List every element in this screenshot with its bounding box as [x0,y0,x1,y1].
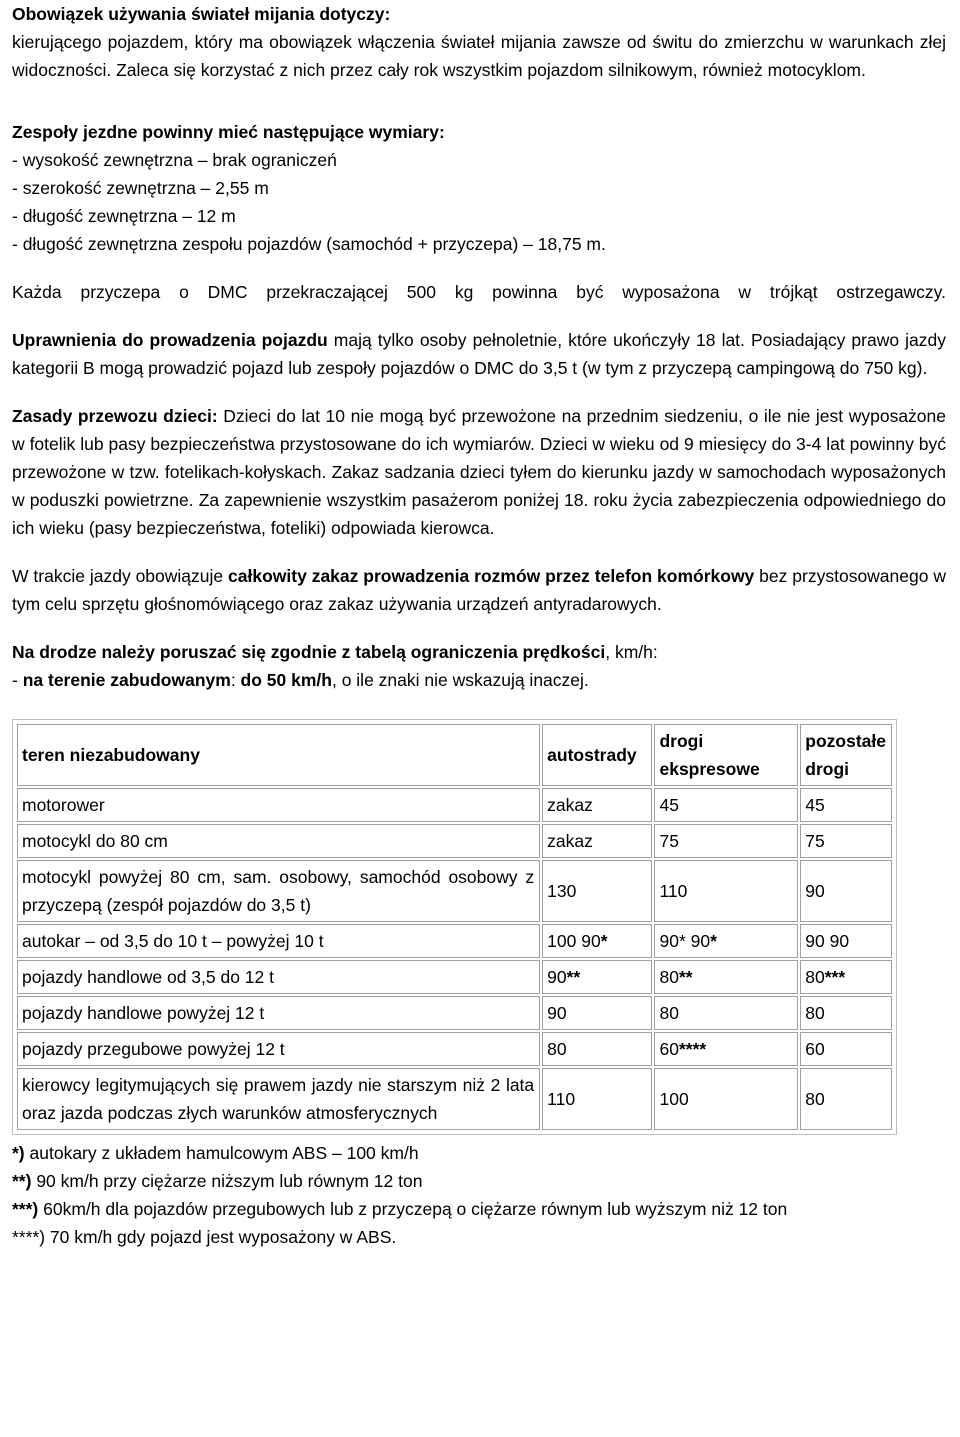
children-bold: Zasady przewozu dzieci: [12,406,218,426]
phone-text: W trakcie jazdy obowiązuje całkowity zakaz prowadzenia rozmów przez telefon komórkowy bez przystosowanego w tym celu sprzętu głośnomówiącego oraz zakaz używania urządzeń antyradarowych. [12,566,947,614]
table-row [17,1068,892,1130]
footnote: *) autokary z układem hamulcowym ABS – 100 km/h [12,1143,419,1163]
dimension-item: - długość zewnętrzna – 12 m [12,206,236,226]
table-row [17,996,892,1030]
low-beam-text: kierującego pojazdem, który ma obowiązek włączenia świateł mijania zawsze od świtu do zmierzchu w warunkach złej widoczności. Zaleca się korzystać z nich przez cały rok wszystkim pojazdom silnikowym, również motocyklom. [12,32,946,80]
cell-pozostale: 80*** [800,960,892,994]
cell-ekspresowe: 80 [654,996,798,1030]
cell-ekspresowe: 75 [654,824,798,858]
row-label: pojazdy handlowe od 3,5 do 12 t [17,960,540,994]
phone-bold: całkowity zakaz prowadzenia rozmów przez telefon komórkowy [228,566,755,586]
dimensions-section [12,118,946,258]
header-cell: autostrady [542,724,652,786]
table-row [17,824,892,858]
dimension-item: - szerokość zewnętrzna – 2,55 m [12,178,269,198]
cell-autostrady: 110 [542,1068,652,1130]
cell-autostrady: 130 [542,860,652,922]
cell-ekspresowe: 60**** [654,1032,798,1066]
trailer-section [12,278,946,306]
cell-ekspresowe: 45 [654,788,798,822]
header-cell: teren niezabudowany [17,724,540,786]
speed-urban: - na terenie zabudowanym: do 50 km/h, o ile znaki nie wskazują inaczej. [12,670,589,690]
trailer-text: Każda przyczepa o DMC przekraczającej 500 kg powinna być wyposażona w trójkąt ostrzegawczy. [12,282,946,302]
header-cell: pozostałe drogi [800,724,892,786]
row-label: pojazdy handlowe powyżej 12 t [17,996,540,1030]
table-row [17,960,892,994]
cell-pozostale: 60 [800,1032,892,1066]
dimensions-heading: Zespoły jezdne powinny mieć następujące wymiary: [12,122,445,142]
speed-table [15,722,894,1132]
phone-section [12,562,946,618]
speed-intro: Na drodze należy poruszać się zgodnie z tabelą ograniczenia prędkości, km/h: [12,642,658,662]
cell-ekspresowe: 100 [654,1068,798,1130]
footnotes [12,1139,946,1251]
low-beam-heading: Obowiązek używania świateł mijania dotyczy: [12,4,391,24]
table-row [17,788,892,822]
cell-autostrady: zakaz [542,824,652,858]
cell-pozostale: 80 [800,996,892,1030]
dimension-item: - długość zewnętrzna zespołu pojazdów (samochód + przyczepa) – 18,75 m. [12,234,606,254]
low-beam-section [12,0,946,84]
row-label: pojazdy przegubowe powyżej 12 t [17,1032,540,1066]
cell-autostrady: 90** [542,960,652,994]
row-label: kierowcy legitymujących się prawem jazdy nie starszym niż 2 lata oraz jazda podczas złych warunków atmosferycznych [17,1068,540,1130]
cell-ekspresowe: 80** [654,960,798,994]
cell-ekspresowe: 90* 90* [654,924,798,958]
cell-autostrady: 90 [542,996,652,1030]
cell-pozostale: 75 [800,824,892,858]
table-header-row [17,724,892,786]
dimension-item: - wysokość zewnętrzna – brak ograniczeń [12,150,337,170]
footnote: ***) 60km/h dla pojazdów przegubowych lub z przyczepą o ciężarze równym lub wyższym niż 12 ton [12,1199,788,1219]
table-row [17,924,892,958]
row-label: motocykl do 80 cm [17,824,540,858]
cell-ekspresowe: 110 [654,860,798,922]
children-text: Zasady przewozu dzieci: Dzieci do lat 10 nie mogą być przewożone na przednim siedzeniu, o ile nie jest wyposażone w fotelik lub pasy bezpieczeństwa przystosowane do ich wymiarów. Dzieci w wieku od 9 miesięcy do 3-4 lat powinny być przewożone w tzw. fotelikach-kołyskach. Zakaz sadzania dzieci tyłem do kierunku jazdy w samochodach wyposażonych w poduszki powietrzne. Za zapewnienie wszystkim pasażerom poniżej 18. roku życia zabezpieczenia odpowiedniego do ich wieku (pasy bezpieczeństwa, foteliki) odpowiada kierowca. [12,406,947,538]
row-label: motocykl powyżej 80 cm, sam. osobowy, samochód osobowy z przyczepą (zespół pojazdów do 3,5 t) [17,860,540,922]
row-label: autokar – od 3,5 do 10 t – powyżej 10 t [17,924,540,958]
cell-autostrady: 80 [542,1032,652,1066]
license-text: Uprawnienia do prowadzenia pojazdu mają tylko osoby pełnoletnie, które ukończyły 18 lat. Posiadający prawo jazdy kategorii B mogą prowadzić pojazd lub zespoły pojazdów o DMC do 3,5 t (w tym z przyczepą campingową do 750 kg). [12,330,946,378]
footnote: **) 90 km/h przy ciężarze niższym lub równym 12 ton [12,1171,423,1191]
license-section [12,326,946,382]
table-row [17,860,892,922]
speed-table-frame [12,719,897,1135]
cell-pozostale: 80 [800,1068,892,1130]
speed-section [12,638,946,694]
cell-pozostale: 90 [800,860,892,922]
row-label: motorower [17,788,540,822]
children-section [12,402,946,542]
cell-autostrady: 100 90* [542,924,652,958]
cell-pozostale: 45 [800,788,892,822]
license-bold: Uprawnienia do prowadzenia pojazdu [12,330,328,350]
footnote: ****) 70 km/h gdy pojazd jest wyposażony w ABS. [12,1227,397,1247]
cell-pozostale: 90 90 [800,924,892,958]
header-cell: drogi ekspresowe [654,724,798,786]
table-row [17,1032,892,1066]
cell-autostrady: zakaz [542,788,652,822]
